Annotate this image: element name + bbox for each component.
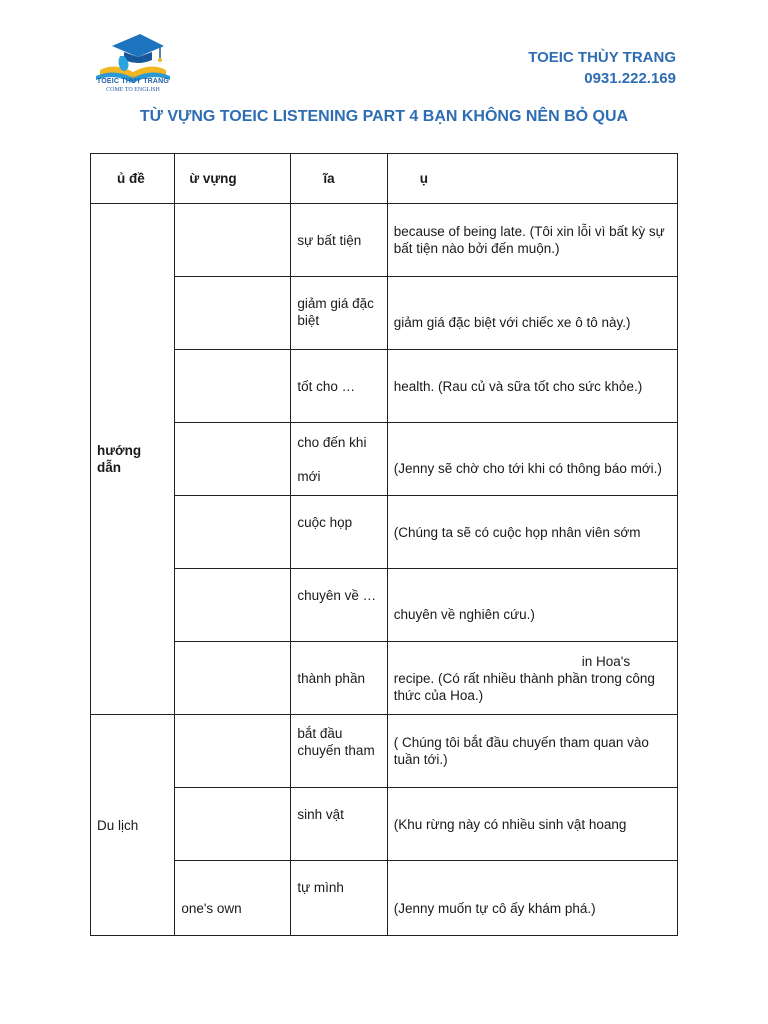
meaning-line: mới xyxy=(297,468,321,484)
table-row xyxy=(91,350,678,423)
vocab-cell xyxy=(175,788,291,861)
example-cell xyxy=(387,642,677,715)
logo-tagline: COME TO ENGLISH xyxy=(106,87,160,93)
meaning-cell: tự mình xyxy=(291,861,387,936)
vocab-cell xyxy=(175,569,291,642)
example-line: recipe. (Có rất nhiều thành phần trong công thức của Hoa.) xyxy=(393,670,655,703)
meaning-cell: bắt đầu chuyến tham xyxy=(291,715,387,788)
vocab-cell xyxy=(175,350,291,423)
topic-cell: hướng dẫn xyxy=(91,204,175,715)
meaning-cell: sinh vật xyxy=(291,788,387,861)
table-row xyxy=(91,715,678,788)
brand-name: TOEIC THÙY TRANG xyxy=(528,49,676,66)
example-cell: (Khu rừng này có nhiều sinh vật hoang xyxy=(387,788,677,861)
page-title: TỪ VỰNG TOEIC LISTENING PART 4 BẠN KHÔNG NÊN BỎ QUA xyxy=(139,108,629,125)
header-example: ụ xyxy=(387,154,677,204)
vocab-cell xyxy=(175,715,291,788)
vocab-cell xyxy=(175,496,291,569)
meaning-cell xyxy=(291,423,387,496)
table-header-row xyxy=(91,154,678,204)
example-cell: (Jenny muốn tự cô ấy khám phá.) xyxy=(387,861,677,936)
logo-brand-text: TOEIC THÙY TRANG xyxy=(96,78,170,85)
meaning-cell: sự bất tiện xyxy=(291,204,387,277)
table-row xyxy=(91,788,678,861)
table-row xyxy=(91,277,678,350)
table-row xyxy=(91,423,678,496)
example-line: in Hoa's xyxy=(581,653,631,669)
vocab-cell xyxy=(175,642,291,715)
brand-phone: 0931.222.169 xyxy=(584,70,676,87)
meaning-cell: chuyên về … xyxy=(291,569,387,642)
example-cell: ( Chúng tôi bắt đầu chuyến tham quan vào tuần tới.) xyxy=(387,715,677,788)
table-row xyxy=(91,642,678,715)
meaning-cell: cuộc họp xyxy=(291,496,387,569)
header-meaning: ĩa xyxy=(291,154,387,204)
meaning-line: cho đến khi xyxy=(297,434,367,450)
vocabulary-table xyxy=(90,153,678,936)
topic-cell: Du lịch xyxy=(91,715,175,936)
example-cell: (Jenny sẽ chờ cho tới khi có thông báo mới.) xyxy=(387,423,677,496)
vocab-cell xyxy=(175,277,291,350)
meaning-cell: thành phần xyxy=(291,642,387,715)
vocab-cell: one's own xyxy=(175,861,291,936)
example-cell: because of being late. (Tôi xin lỗi vì bất kỳ sự bất tiện nào bởi đến muộn.) xyxy=(387,204,677,277)
header-vocab: ừ vựng xyxy=(175,154,291,204)
brand-block xyxy=(528,47,676,89)
meaning-cell: giảm giá đặc biệt xyxy=(291,277,387,350)
example-cell: health. (Rau củ và sữa tốt cho sức khỏe.) xyxy=(387,350,677,423)
example-cell: giảm giá đặc biệt với chiếc xe ô tô này.) xyxy=(387,277,677,350)
vocab-cell xyxy=(175,423,291,496)
example-cell: (Chúng ta sẽ có cuộc họp nhân viên sớm xyxy=(387,496,677,569)
table-row xyxy=(91,569,678,642)
example-cell: chuyên về nghiên cứu.) xyxy=(387,569,677,642)
vocab-cell xyxy=(175,204,291,277)
header-topic: ủ đề xyxy=(91,154,175,204)
table-row xyxy=(91,204,678,277)
table-row xyxy=(91,496,678,569)
table-row xyxy=(91,861,678,936)
meaning-cell: tốt cho … xyxy=(291,350,387,423)
